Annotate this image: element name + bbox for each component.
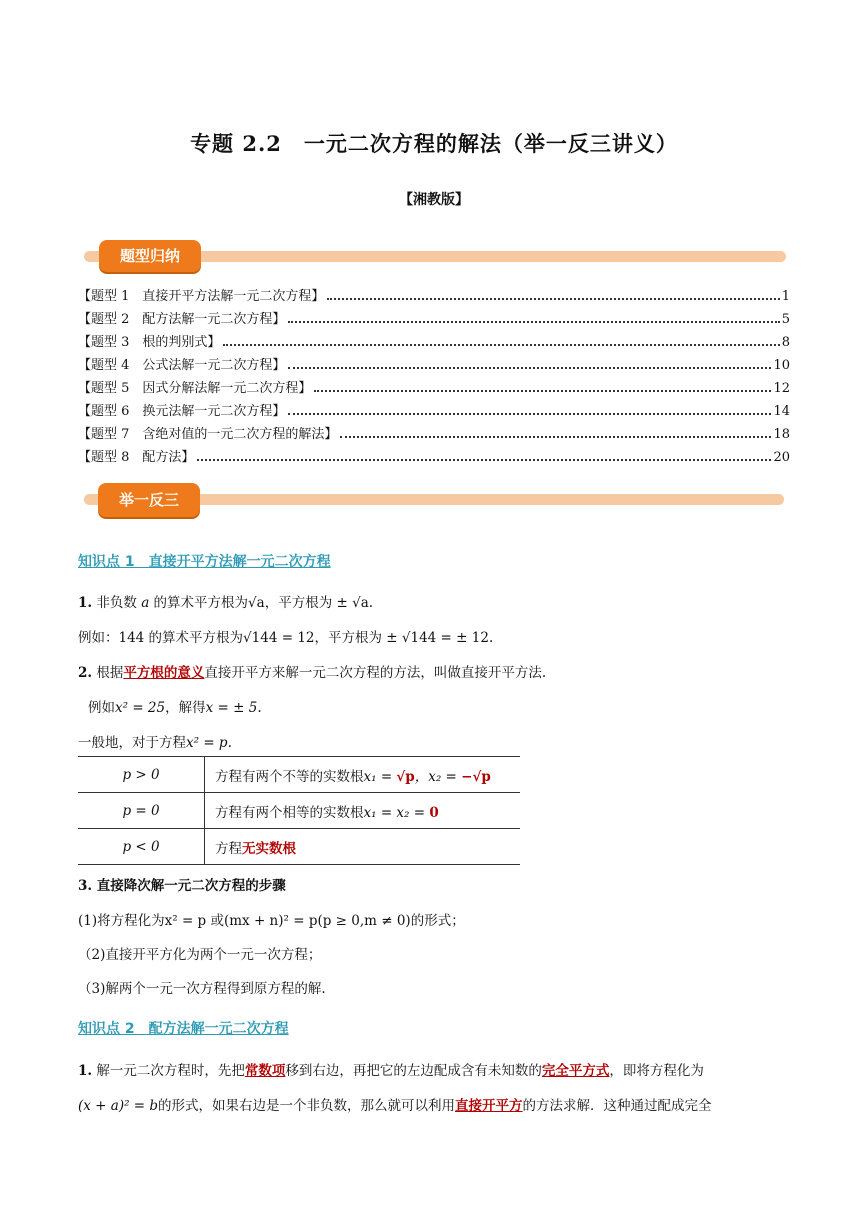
table-cell-result: 方程有两个相等的实数根x₁ = x₂ = 0 [205, 793, 521, 829]
table-cell-condition: p = 0 [78, 793, 205, 829]
toc-label: 【题型 1 直接开平方法解一元二次方程】 [78, 289, 325, 304]
toc-leader [288, 367, 771, 369]
table-cell-result: 方程有两个不等的实数根x₁ = √p，x₂ = −√p [205, 757, 521, 793]
highlight-term: 完全平方式 [541, 1063, 610, 1079]
toc-label: 【题型 7 含绝对值的一元二次方程的解法】 [78, 427, 338, 442]
toc-label: 【题型 2 配方法解一元二次方程】 [78, 312, 286, 327]
toc-label: 【题型 3 根的判别式】 [78, 335, 221, 350]
knowledge-point-heading: 知识点 1 直接开平方法解一元二次方程 [78, 554, 331, 570]
toc-label: 【题型 4 公式法解一元二次方程】 [78, 358, 286, 373]
table-cell-condition: p < 0 [78, 829, 205, 865]
toc-label: 【题型 5 因式分解法解一元二次方程】 [78, 381, 312, 396]
toc-leader [288, 413, 771, 415]
highlight-term: 常数项 [244, 1063, 286, 1079]
paragraph: (x + a)² = b的形式，如果右边是一个非负数，那么就可以利用直接开平方的方法求解．这种通过配成完全 [78, 1098, 712, 1114]
paragraph: 1. 解一元二次方程时，先把常数项移到右边，再把它的左边配成含有未知数的完全平方式，即将方程化为 [78, 1063, 704, 1079]
toc-page: 5 [781, 312, 790, 327]
table-cell-result: 方程无实数根 [205, 829, 521, 865]
knowledge-point-heading: 知识点 2 配方法解一元二次方程 [78, 1021, 289, 1037]
toc-page: 18 [773, 427, 790, 442]
section-badge-examples: 举一反三 [98, 483, 200, 517]
toc-item[interactable] [78, 327, 790, 350]
page-subtitle: 【湘教版】 [399, 192, 469, 208]
paragraph: （2)直接开平方化为两个一元一次方程； [78, 947, 322, 963]
table-row [78, 829, 520, 865]
highlight-term: 平方根的意义 [123, 665, 205, 681]
toc-item[interactable] [78, 304, 790, 327]
paragraph: 例如：144 的算术平方根为√144 = 12，平方根为 ± √144 = ± 12. [78, 630, 494, 646]
toc-label: 【题型 8 配方法】 [78, 450, 195, 465]
paragraph: (1)将方程化为x² = p 或(mx + n)² = p(p ≥ 0,m ≠ 0)的形式； [78, 913, 465, 929]
table-of-contents [78, 281, 790, 465]
toc-leader [314, 390, 771, 392]
roots-table [78, 756, 520, 865]
toc-item[interactable] [78, 396, 790, 419]
toc-leader [223, 344, 779, 346]
table-cell-condition: p > 0 [78, 757, 205, 793]
paragraph: 2. 根据平方根的意义直接开平方来解一元二次方程的方法，叫做直接开平方法. [78, 665, 547, 681]
toc-page: 10 [773, 358, 790, 373]
toc-page: 1 [781, 289, 790, 304]
paragraph: （3)解两个一元一次方程得到原方程的解. [78, 981, 326, 997]
paragraph: 一般地，对于方程x² = p. [78, 735, 232, 751]
toc-page: 20 [773, 450, 790, 465]
paragraph: 例如x² = 25，解得x = ± 5. [88, 700, 262, 716]
toc-item[interactable] [78, 373, 790, 396]
section-badge-question-types: 题型归纳 [99, 240, 201, 272]
toc-leader [197, 459, 771, 461]
toc-page: 8 [781, 335, 790, 350]
toc-leader [288, 321, 779, 323]
table-row [78, 793, 520, 829]
paragraph-heading: 3. 直接降次解一元二次方程的步骤 [78, 878, 286, 894]
page-title: 专题 2.2 一元二次方程的解法（举一反三讲义） [190, 131, 678, 156]
toc-item[interactable] [78, 419, 790, 442]
toc-item[interactable] [78, 350, 790, 373]
toc-page: 12 [773, 381, 790, 396]
toc-leader [340, 436, 771, 438]
toc-leader [327, 298, 779, 300]
toc-item[interactable] [78, 442, 790, 465]
paragraph: 1. 非负数 a 的算术平方根为√a，平方根为 ± √a. [78, 595, 374, 611]
toc-label: 【题型 6 换元法解一元二次方程】 [78, 404, 286, 419]
toc-page: 14 [773, 404, 790, 419]
toc-item[interactable] [78, 281, 790, 304]
table-row [78, 757, 520, 793]
highlight-term: 直接开平方 [455, 1098, 523, 1114]
